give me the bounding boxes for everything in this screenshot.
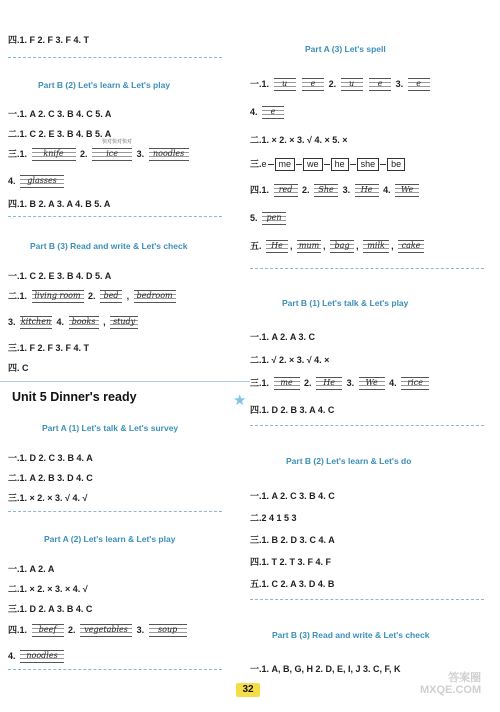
answer-blank: We (359, 377, 385, 390)
answer-line: 4. noodles (8, 650, 66, 663)
word-box: he (331, 158, 349, 171)
answer-blank: bag (330, 240, 354, 253)
answer-blank: e (369, 78, 391, 91)
answer-blank: bed (100, 290, 122, 303)
section-divider (250, 268, 484, 269)
word-box: we (303, 158, 323, 171)
answer-line: 一.1. A 2. A (8, 564, 55, 574)
answer-blank: mum (297, 240, 321, 253)
answer-blank: pen (262, 212, 286, 225)
answer-line: 三.1. D 2. A 3. B 4. C (8, 604, 93, 614)
answer-line: 一.1. A 2. C 3. B 4. C (250, 491, 335, 501)
answer-blank: vegetables (80, 624, 132, 637)
answer-blank: e (302, 78, 324, 91)
unit-title: Unit 5 Dinner's ready (12, 390, 137, 404)
answer-line: 五. He , mum , bag , milk , cake (250, 240, 426, 253)
answer-line: 二.1. √ 2. × 3. √ 4. × (250, 355, 330, 365)
answer-line: 一.1. A 2. C 3. B 4. C 5. A (8, 109, 112, 119)
answer-line: 5. pen (250, 212, 288, 225)
section-divider (8, 57, 222, 58)
answer-line: 三.1. F 2. F 3. F 4. T (8, 343, 90, 353)
answer-line: 四. C (8, 363, 29, 373)
section-title: Part B (2) Let's learn & Let's do (286, 456, 412, 466)
answer-line: 三.1. knife 2. ice 3. noodles (8, 148, 191, 161)
star-icon: ★ (233, 392, 247, 409)
answer-blank: noodles (149, 148, 189, 161)
answer-blank: bedroom (134, 290, 176, 303)
word-box: me (275, 158, 296, 171)
answer-blank: We (395, 184, 419, 197)
answer-line: 四.1. D 2. B 3. A 4. C (250, 405, 335, 415)
unit-divider (0, 381, 250, 382)
answer-blank: soup (149, 624, 187, 637)
answer-blank: milk (363, 240, 389, 253)
answer-line: 一.1. u e 2. u e 3. e (250, 78, 432, 91)
section-title: Part B (3) Read and write & Let's check (30, 241, 188, 251)
answer-blank: ice (92, 148, 132, 161)
section-title: Part B (1) Let's talk & Let's play (282, 298, 409, 308)
answer-line: 四.1. beef 2. vegetables 3. soup (8, 624, 189, 637)
answer-line: 四.1. B 2. A 3. A 4. B 5. A (8, 199, 111, 209)
answer-line: 4. e (250, 106, 286, 119)
answer-line: 二.1. A 2. B 3. D 4. C (8, 473, 93, 483)
watermark: 答案圈 MXQE.COM (420, 672, 482, 696)
right-column (250, 0, 490, 712)
answer-line: 三.1. me 2. He 3. We 4. rice (250, 377, 431, 390)
section-divider (8, 216, 222, 217)
section-title: Part B (2) Let's learn & Let's play (38, 80, 171, 90)
answer-line: 二.1. C 2. E 3. B 4. B 5. A (8, 129, 112, 139)
section-title: Part B (3) Read and write & Let's check (272, 630, 430, 640)
word-box: she (357, 158, 380, 171)
answer-blank: u (274, 78, 296, 91)
section-title: Part A (2) Let's learn & Let's play (44, 534, 176, 544)
section-title: Part A (3) Let's spell (305, 44, 386, 54)
answer-line: 二.1. × 2. × 3. √ 4. × 5. × (250, 135, 348, 145)
answer-line: 4. glasses (8, 175, 66, 188)
answer-blank: living room (32, 290, 84, 303)
left-column (0, 0, 247, 712)
answer-line: 3. kitchen 4. books , study (8, 316, 140, 329)
answer-line: 二.2 4 1 5 3 (250, 513, 297, 523)
answer-line: 四.1. F 2. F 3. F 4. T (8, 35, 90, 45)
answer-blank: glasses (20, 175, 64, 188)
answer-blank: u (341, 78, 363, 91)
answer-blank: noodles (20, 650, 64, 663)
answer-line: 三.1. B 2. D 3. C 4. A (250, 535, 335, 545)
answer-line: 三.e me we he she be (250, 158, 405, 171)
answer-line: 二.1. × 2. × 3. × 4. √ (8, 584, 88, 594)
section-divider (250, 599, 484, 600)
word-box: be (387, 158, 405, 171)
answer-blank: cake (398, 240, 424, 253)
answer-blank: She (314, 184, 338, 197)
section-divider (250, 425, 484, 426)
answer-blank: books (69, 316, 99, 329)
answer-line: 一.1. D 2. C 3. B 4. A (8, 453, 93, 463)
answer-line: 一.1. C 2. E 3. B 4. D 5. A (8, 271, 112, 281)
answer-blank: rice (401, 377, 429, 390)
page-number: 32 (236, 683, 260, 697)
answer-line: 四.1. red 2. She 3. He 4. We (250, 184, 421, 197)
answer-line: 二.1. living room 2. bed , bedroom (8, 290, 178, 303)
answer-blank: knife (32, 148, 76, 161)
section-divider (8, 511, 222, 512)
answer-line: 三.1. × 2. × 3. √ 4. √ (8, 493, 88, 503)
answer-blank: beef (32, 624, 64, 637)
section-divider (8, 669, 222, 670)
answer-blank: study (110, 316, 138, 329)
answer-line: 一.1. A, B, G, H 2. D, E, I, J 3. C, F, K (250, 664, 401, 674)
answer-blank: He (266, 240, 288, 253)
answer-line: 四.1. T 2. T 3. F 4. F (250, 557, 332, 567)
answer-blank: He (316, 377, 342, 390)
answer-blank: kitchen (20, 316, 52, 329)
section-title: Part A (1) Let's talk & Let's survey (42, 423, 179, 433)
answer-line: 五.1. C 2. A 3. D 4. B (250, 579, 335, 589)
answer-line: 一.1. A 2. A 3. C (250, 332, 316, 342)
answer-blank: e (408, 78, 430, 91)
handwritten-note: 快对快对快对 (102, 139, 133, 145)
answer-blank: me (274, 377, 300, 390)
answer-blank: e (262, 106, 284, 119)
answer-blank: red (274, 184, 298, 197)
answer-blank: He (355, 184, 379, 197)
